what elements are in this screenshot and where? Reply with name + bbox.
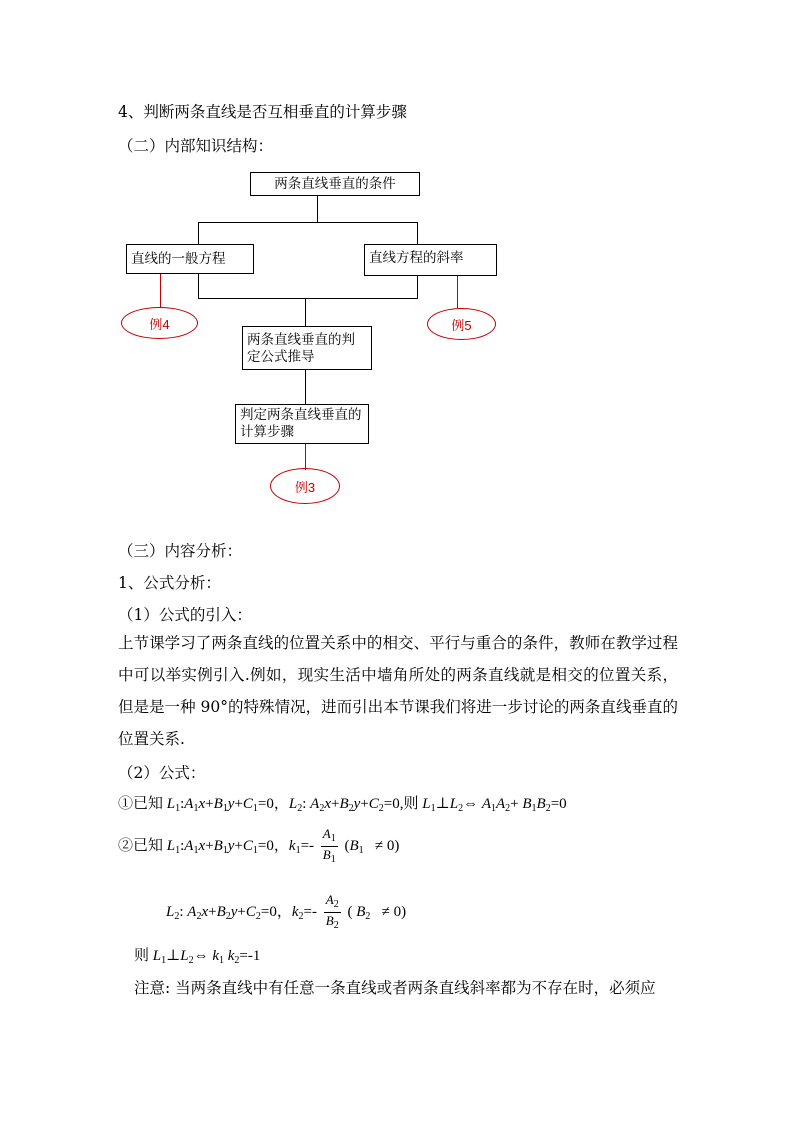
example-connector (160, 274, 161, 308)
fraction: $\frac{A_1}{B_1}$ (322, 826, 336, 865)
subsection-title-formula-analysis: 1、公式分析： (118, 574, 221, 592)
formula-perpendicular-slopes: 则 $L_1\perp L_2\Leftrightarrow$ $k_1$ $k_2=-1$ (134, 948, 261, 966)
connector (198, 222, 417, 223)
bottom-box: 判定两条直线垂直的计算步骤 (235, 404, 369, 444)
connector (305, 370, 306, 404)
section-title-structure: （二）内部知识结构： (118, 137, 274, 155)
item-heading: 4、判断两条直线是否互相垂直的计算步骤 (118, 103, 407, 121)
example-left-ellipse: 例4 (121, 307, 198, 339)
formula-general: ①已知 $L_1:A_1x+B_1y+C_1=0$，$L_2$: $A_2x+B_2y+C_2=0$,则 $L_1\perp L_2\Leftrightarrow$ $A_1A_2+ B_1B_2=0$ (118, 796, 567, 814)
connector (317, 196, 318, 222)
fraction: $\frac{A_2}{B_2}$ (325, 892, 339, 931)
example-connector (305, 444, 306, 470)
subsection-title-formula: （2）公式： (118, 764, 206, 782)
example-connector (457, 276, 458, 308)
connector (417, 222, 418, 244)
intro-paragraph: 上节课学习了两条直线的位置关系中的相交、平行与重合的条件，教师在教学过程中可以举实例引入.例如，现实生活中墙角所处的两条直线就是相交的位置关系，但是是一种 90°的特殊情况，进而引出本节课我们将进一步讨论的两条直线垂直的位置关系. (118, 634, 678, 748)
left-box: 直线的一般方程 (126, 244, 254, 274)
formula-slope-1: ②已知 $L_1:A_1x+B_1y+C_1=0$，$k_1=-$ $\frac{A_1}{B_1}$ $(B_1 \ne 0)$ (118, 826, 400, 865)
formula-slope-2: $L_2$: $A_2x+B_2y+C_2=0$，$k_2=-$ $\frac{A_2}{B_2}$ ( $B_2 \ne 0$) (166, 892, 407, 931)
example-bottom-ellipse: 例3 (270, 468, 340, 504)
middle-box: 两条直线垂直的判定公式推导 (242, 326, 372, 370)
section-title-analysis: （三）内容分析： (118, 542, 243, 560)
connector (305, 298, 306, 326)
connector (417, 276, 418, 298)
note-text: 注意: 当两条直线中有任意一条直线或者两条直线斜率都为不存在时，必须应 (134, 979, 656, 997)
connector (198, 298, 418, 299)
subsection-title-formula-intro: （1）公式的引入： (118, 606, 252, 624)
connector (198, 274, 199, 298)
right-box: 直线方程的斜率 (364, 244, 497, 276)
connector (198, 222, 199, 244)
top-box: 两条直线垂直的条件 (250, 172, 420, 196)
example-right-ellipse: 例5 (427, 308, 496, 340)
